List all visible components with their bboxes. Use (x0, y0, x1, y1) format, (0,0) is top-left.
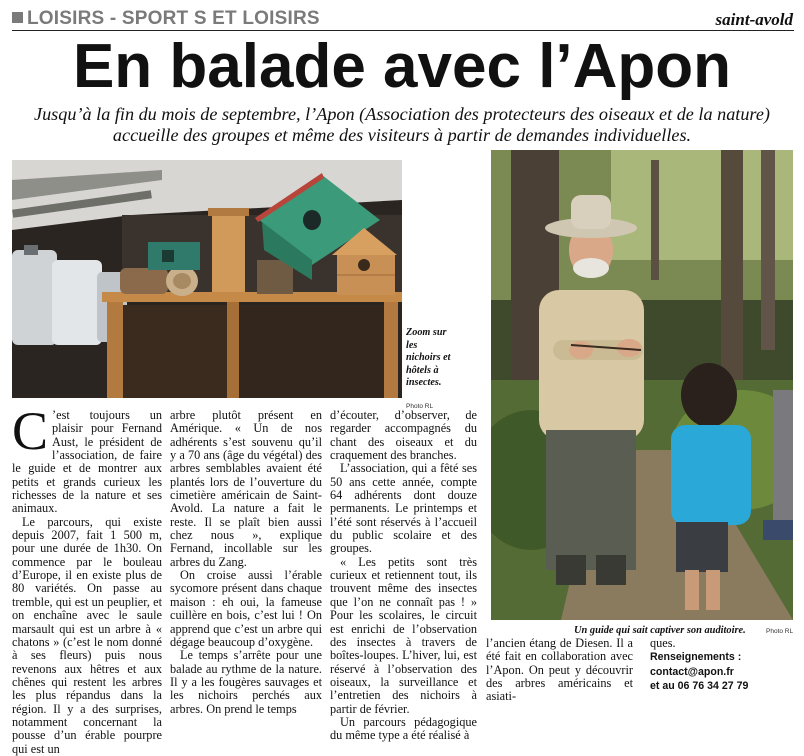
nest-boxes-illustration (12, 160, 402, 398)
article-paragraph: « Les petits sont très curieux et retiennent tout, ils trouvent même des insectes que l’on ne connaît pas ! » Pour les scolaires, le circuit est enrichi de l’observation des insectes à travers de boîtes-loupes. L’hiver, lui, est réservé à l’observation des oiseaux, la surveillance et l’entretien des nichoirs à partir de février. (330, 554, 477, 716)
photo2-caption: Un guide qui sait captiver son auditoire. (574, 625, 746, 636)
article-column-5 (650, 637, 796, 693)
headline: En balade avec l’Apon (72, 32, 732, 101)
guide-illustration (491, 150, 793, 620)
info-box (650, 650, 796, 693)
rubric-marker (12, 12, 23, 23)
article-paragraph: l’ancien étang de Diesen. Il a été fait en collaboration avec l’Apon. On peut y découvrir des arbres américains et asiati- (486, 636, 633, 704)
article-column-1 (12, 401, 162, 756)
photo-guide (491, 150, 793, 620)
article-paragraph: Le temps s’arrête pour une balade au rythme de la nature. Il y a les fougères sauvages et les nichoirs perchés aux arbres. On prend le temps (170, 648, 322, 716)
info-phone: et au 06 76 34 27 79 (650, 679, 749, 692)
article-paragraph: ques. (650, 636, 676, 650)
article-paragraph: On croise aussi l’érable sycomore présent dans chaque maison : eh oui, la fameuse cuillère en bois, c’est lui ! On apprend que c’est un arbre qui dégage beaucoup d’oxygène. (170, 568, 322, 649)
article-column-3 (330, 409, 477, 743)
standfirst: Jusqu’à la fin du mois de septembre, l’Apon (Association des protecteurs des oiseaux et de la nature) accueille des groupes et même des visiteurs à partir de demandes individuelles. (34, 104, 770, 145)
article-column-2 (170, 409, 322, 716)
article-column-4 (486, 637, 633, 704)
article-paragraph: d’écouter, d’observer, de regarder accompagnés du chant des oiseaux et du craquement des branches. (330, 408, 477, 463)
photo2-credit: Photo RL (766, 628, 794, 635)
photo1-credit: Photo RL (406, 403, 434, 410)
article-paragraph: Un parcours pédagogique du même type a été réalisé à (330, 714, 477, 743)
section-rubric: LOISIRS - SPORT S ET LOISIRS (27, 8, 320, 29)
info-label: Renseignements : (650, 651, 742, 664)
town-label: saint-avold (715, 10, 793, 29)
article-paragraph: L’association, qui a fêté ses 50 ans cette année, compte 64 adhérents dont douze permanents. Le printemps et l’été sont réservés à l’accueil du public scolaire et des groupes. (330, 461, 477, 556)
header-divider (12, 30, 794, 31)
photo-nest-boxes (12, 160, 402, 398)
photo1-caption: Zoom sur les nichoirs et hôtels à insectes. (406, 327, 451, 388)
article-paragraph: Le parcours, qui existe depuis 2007, fait 1 500 m, pour une durée de 1h30. On commence par le bouleau d’Europe, il en existe plus de 80 variétés. On passe au tremble, qui est un peuplier, et on enchaîne avec le saule marsault qui est un arbre à « chatons » (c’est le nom donné à ses fleurs) puis nous revenons aux hêtres et aux chênes qui restent les arbres les plus répandus dans la région. Il y a des surprises, notamment concernant la pousse d’un érable pourpre qui est un (12, 514, 162, 756)
article-paragraph: arbre plutôt présent en Amérique. « Un de nos adhérents s’est souvenu qu’il y a 70 ans (âge du végétal) des arbres semblables avaient été plantés lors de l’ouverture du cimetière américain de Saint-Avold. La nature a fait le reste. Il se plaît bien aussi chez nous », explique Fernand, incollable sur les arbres du Zang. (170, 408, 322, 569)
drop-cap: C (12, 401, 49, 461)
info-email[interactable]: contact@apon.fr (650, 665, 734, 678)
article-paragraph: ’est toujours un plaisir pour Fernand Aust, le président de l’association, de faire le guide et de montrer aux petits et grands curieux les richesses de la nature et ses animaux. (12, 408, 162, 516)
